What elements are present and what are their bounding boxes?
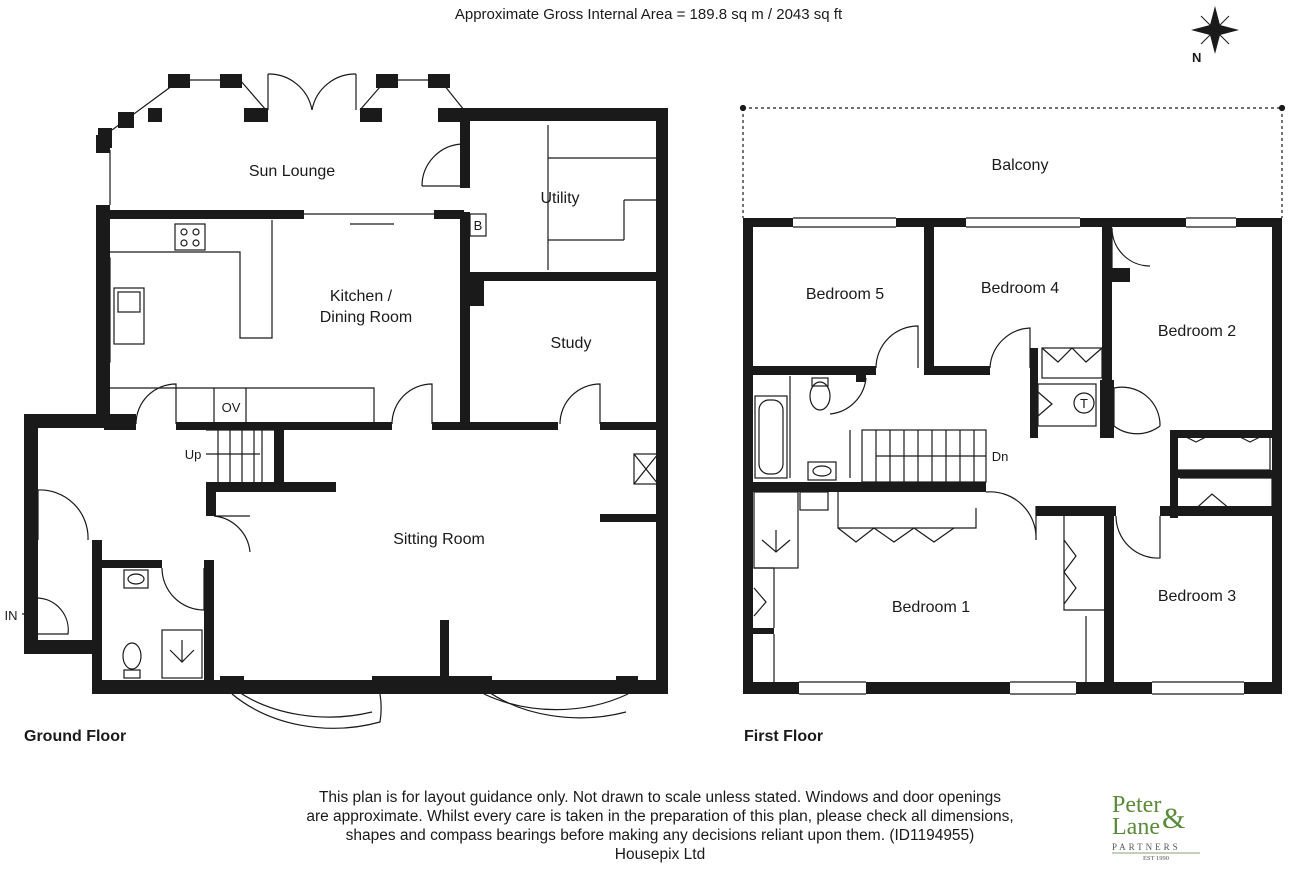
tank-mark: T <box>1080 396 1088 411</box>
room-bedroom-1: Bedroom 1 <box>891 599 971 616</box>
logo-ampersand: & <box>1162 802 1186 835</box>
ground-floor-walls <box>24 74 668 694</box>
room-study: Study <box>550 335 592 352</box>
company-logo <box>1100 790 1210 860</box>
logo-partners: PARTNERS <box>1112 842 1181 852</box>
first-floor-fixtures <box>741 106 1285 695</box>
first-floor-label: First Floor <box>744 728 824 745</box>
boiler-mark: B <box>473 218 483 233</box>
stairs-up-mark: Up <box>184 447 202 462</box>
entrance-mark: IN <box>4 608 18 623</box>
compass-icon <box>1191 6 1239 54</box>
disclaimer-line-4: Housepix Ltd <box>614 846 706 863</box>
compass-north-label: N <box>1192 50 1202 65</box>
room-utility: Utility <box>540 190 580 207</box>
disclaimer-line-3: shapes and compass bearings before making any decisions reliant upon them. (ID1194955) <box>345 827 975 844</box>
disclaimer-line-1: This plan is for layout guidance only. Not drawn to scale unless stated. Windows and door openings <box>318 789 1002 806</box>
room-sun-lounge: Sun Lounge <box>248 163 336 180</box>
logo-lane: Lane <box>1112 814 1160 840</box>
room-balcony: Balcony <box>991 157 1049 174</box>
ground-floor-fixtures <box>24 74 660 728</box>
logo-est: EST 1990 <box>1142 855 1170 860</box>
room-bedroom-3: Bedroom 3 <box>1157 588 1237 605</box>
room-kitchen-line1: Kitchen / <box>329 288 393 305</box>
disclaimer <box>260 788 1060 864</box>
room-bedroom-2: Bedroom 2 <box>1157 323 1237 340</box>
room-bedroom-4: Bedroom 4 <box>980 280 1060 297</box>
room-kitchen-line2: Dining Room <box>319 309 413 326</box>
gross-area-title: Approximate Gross Internal Area = 189.8 sq m / 2043 sq ft <box>454 6 843 23</box>
oven-mark: OV <box>221 400 241 415</box>
logo-peter: Peter <box>1112 792 1162 818</box>
room-bedroom-5: Bedroom 5 <box>805 286 885 303</box>
stairs-down-mark: Dn <box>991 449 1009 464</box>
disclaimer-line-2: are approximate. Whilst every care is taken in the preparation of this plan, please check all dimensions, <box>306 808 1014 825</box>
room-sitting-room: Sitting Room <box>393 531 485 548</box>
ground-floor-label: Ground Floor <box>24 728 127 745</box>
